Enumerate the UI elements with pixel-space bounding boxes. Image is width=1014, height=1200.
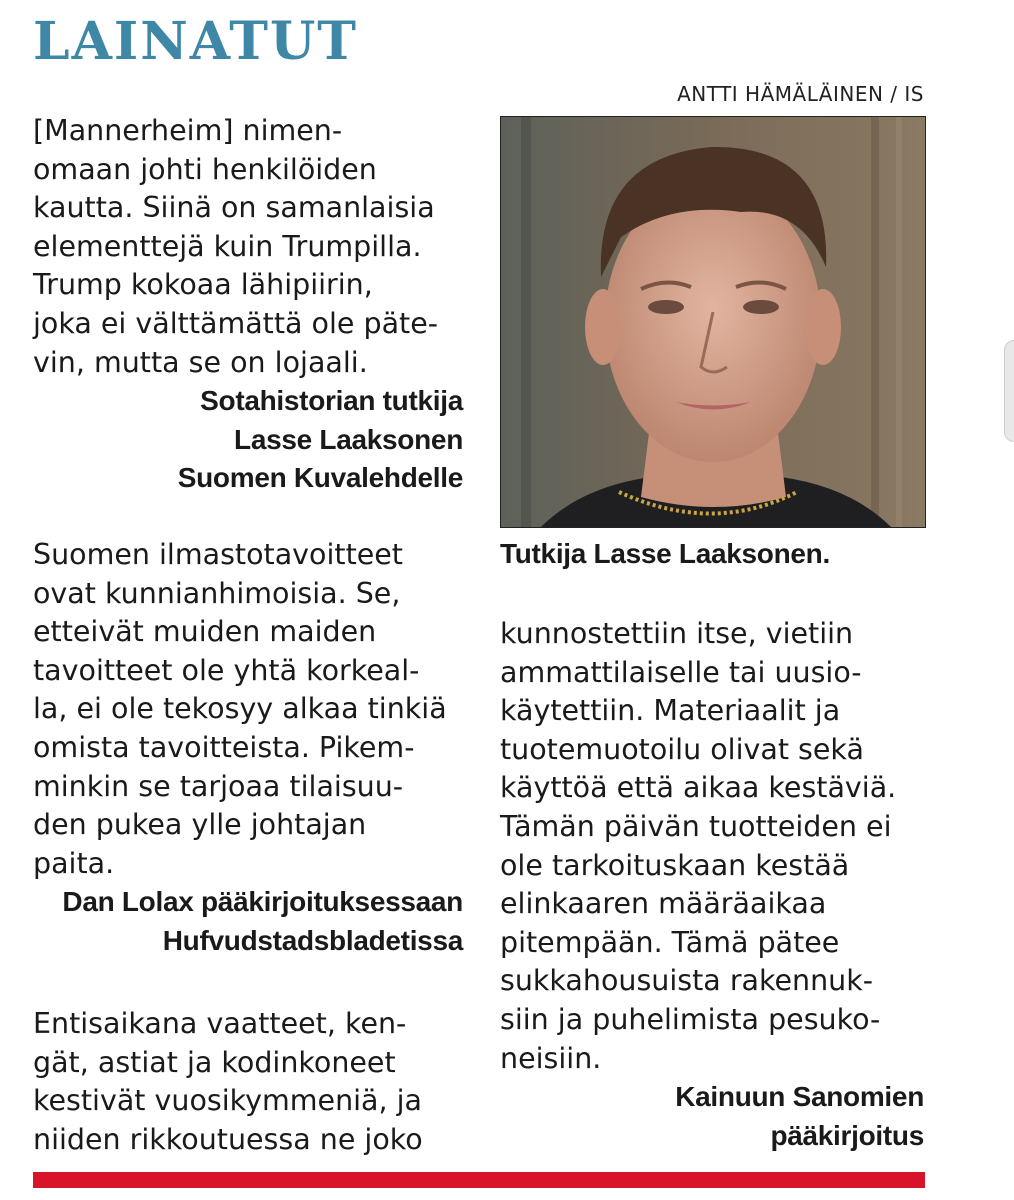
quote-text: kunnostettiin itse, vietiin ammattilaiselle tai uusio- käytettiin. Materiaalit ja tuotemuotoilu olivat sekä käyttöä että aikaa kestäviä. Tämän päivän tuotteiden ei ole tarkoituskaan kestää elinkaaren määräaikaa pitempään. Tämä pätee sukkahousuista rakennuk- siin ja puhelimista pesuko- neisiin. bbox=[500, 617, 897, 1075]
quote-attribution: Dan Lolax pääkirjoituksessaan Hufvudstadsbladetissa bbox=[62, 886, 463, 956]
quote-text: Suomen ilmastotavoitteet ovat kunnianhimoisia. Se, etteivät muiden maiden tavoitteet ole yhtä korkeal- la, ei ole tekosyy alkaa tinkiä omista tavoitteista. Pikem- minkin se tarjoaa tilaisuu- den pukea ylle johtajan paita. bbox=[33, 538, 447, 880]
quote-block-durability-continued bbox=[500, 615, 924, 1155]
photo-caption: Tutkija Lasse Laaksonen. bbox=[500, 538, 830, 569]
section-title: LAINATUT bbox=[33, 11, 359, 72]
quote-attribution: Kainuun Sanomien pääkirjoitus bbox=[675, 1081, 924, 1151]
quote-attribution: Sotahistorian tutkija Lasse Laaksonen Suomen Kuvalehdelle bbox=[177, 385, 463, 494]
portrait-photo bbox=[500, 116, 926, 528]
photo-credit: ANTTI HÄMÄLÄINEN / IS bbox=[677, 82, 924, 106]
quote-block-mannerheim bbox=[33, 112, 463, 498]
bottom-rule bbox=[33, 1172, 925, 1188]
quote-block-climate bbox=[33, 536, 463, 961]
quote-block-durability bbox=[33, 1005, 463, 1159]
quote-text: Entisaikana vaatteet, ken- gät, astiat ja kodinkoneet kestivät vuosikymmeniä, ja niiden rikkoutuessa ne joko bbox=[33, 1007, 423, 1156]
quote-text: [Mannerheim] nimen- omaan johti henkilöiden kautta. Siinä on samanlaisia elementtejä kuin Trumpilla. Trump kokoaa lähipiirin, joka ei välttämättä ole päte- vin, mutta se on lojaali. bbox=[33, 114, 439, 379]
scroll-handle[interactable] bbox=[1004, 340, 1014, 442]
